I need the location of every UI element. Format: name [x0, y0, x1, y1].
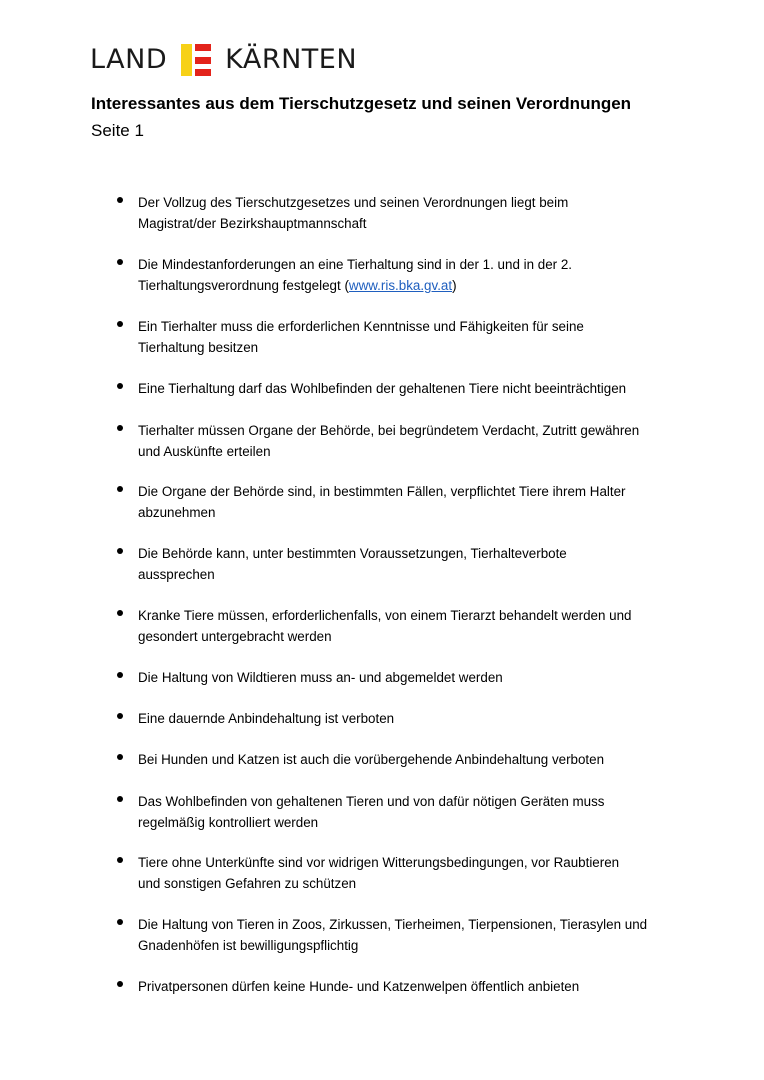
coat-of-arms-mark-icon [181, 44, 211, 76]
logo-word-kaernten: KÄRNTEN [225, 44, 358, 75]
list-item-text: Eine dauernde Anbindehaltung ist verboten [138, 711, 395, 726]
document-title: Interessantes aus dem Tierschutzgesetz und seinen Verordnungen [91, 94, 632, 113]
logo-red-stripe [195, 69, 211, 76]
list-item-text: Die Behörde kann, unter bestimmten Voraussetzungen, Tierhalteverbote aussprechen [138, 546, 567, 582]
list-item-text: Privatpersonen dürfen keine Hunde- und Katzenwelpen öffentlich anbieten [138, 979, 580, 994]
list-item-text: Tierhalter müssen Organe der Behörde, bei begründetem Verdacht, Zutritt gewähren und Auskünfte erteilen [138, 423, 640, 459]
bullet-icon [117, 713, 123, 719]
bullet-icon [117, 672, 123, 678]
logo-yellow-bar [181, 44, 192, 76]
bullet-icon [117, 981, 123, 987]
list-item-text: Der Vollzug des Tierschutzgesetzes und seinen Verordnungen liegt beim Magistrat/der Bezirkshauptmannschaft [138, 195, 569, 231]
list-item-text: Tiere ohne Unterkünfte sind vor widrigen Witterungsbedingungen, vor Raubtieren und sonstigen Gefahren zu schützen [138, 855, 620, 891]
bullet-icon [117, 486, 123, 492]
bullet-icon [117, 197, 123, 203]
list-item-text: Das Wohlbefinden von gehaltenen Tieren und von dafür nötigen Geräten muss regelmäßig kontrolliert werden [138, 794, 605, 830]
land-kaernten-logo [90, 44, 357, 76]
logo-red-stripe [195, 57, 211, 64]
bullet-icon [117, 321, 123, 327]
list-item-text: Die Mindestanforderungen an eine Tierhaltung sind in der 1. und in der 2. Tierhaltungsverordnung festgelegt (www.ris.bka.gv.at) [138, 257, 572, 293]
bullet-icon [117, 857, 123, 863]
bullet-icon [117, 754, 123, 760]
bullet-icon [117, 919, 123, 925]
list-item-text: Die Haltung von Tieren in Zoos, Zirkussen, Tierheimen, Tierpensionen, Tierasylen und Gnadenhöfen ist bewilligungspflichtig [138, 917, 648, 953]
logo-word-land: LAND [90, 44, 168, 75]
list-item-text: Die Organe der Behörde sind, in bestimmten Fällen, verpflichtet Tiere ihrem Halter abzunehmen [138, 484, 626, 520]
list-item-text: Kranke Tiere müssen, erforderlichenfalls, von einem Tierarzt behandelt werden und gesondert untergebracht werden [138, 608, 632, 644]
bullet-icon [117, 548, 123, 554]
bullet-icon [117, 610, 123, 616]
bullet-icon [117, 383, 123, 389]
page-label: Seite 1 [91, 121, 144, 140]
bullet-icon [117, 796, 123, 802]
list-item-text: Eine Tierhaltung darf das Wohlbefinden der gehaltenen Tiere nicht beeinträchtigen [138, 381, 627, 396]
ris-link[interactable]: www.ris.bka.gv.at [348, 278, 453, 293]
bullet-icon [117, 425, 123, 431]
bullet-icon [117, 259, 123, 265]
list-item-text: Ein Tierhalter muss die erforderlichen Kenntnisse und Fähigkeiten für seine Tierhaltung besitzen [138, 319, 584, 355]
list-item-text: Bei Hunden und Katzen ist auch die vorübergehende Anbindehaltung verboten [138, 752, 605, 767]
logo-red-stripe [195, 44, 211, 51]
list-item-text: Die Haltung von Wildtieren muss an- und abgemeldet werden [138, 670, 503, 685]
